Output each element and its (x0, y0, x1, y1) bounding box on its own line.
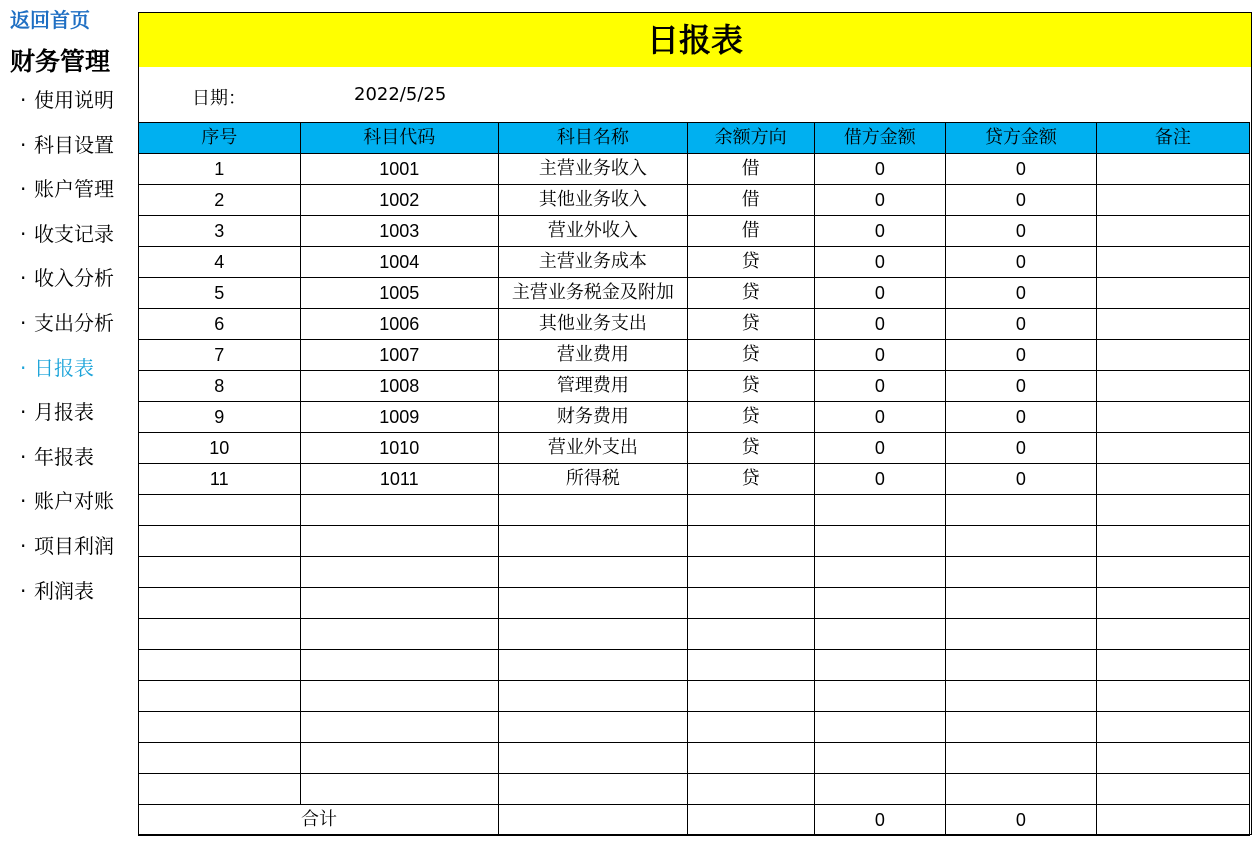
sidebar-item-label: 科目设置 (34, 132, 114, 157)
table-cell[interactable]: 0 (946, 278, 1097, 309)
table-cell[interactable] (946, 619, 1097, 650)
table-cell[interactable]: 0 (814, 216, 946, 247)
table-cell[interactable]: 主营业务税金及附加 (499, 278, 688, 309)
table-cell[interactable]: 贷 (687, 433, 814, 464)
table-row (139, 185, 1250, 216)
table-cell[interactable]: 其他业务收入 (499, 185, 688, 216)
table-cell[interactable] (1096, 712, 1249, 743)
table-cell[interactable]: 贷 (687, 464, 814, 495)
bullet-icon: · (20, 310, 27, 335)
sidebar-item-10[interactable] (20, 532, 114, 577)
table-cell[interactable] (814, 650, 946, 681)
table-cell[interactable]: 0 (946, 185, 1097, 216)
bullet-icon: · (20, 88, 27, 112)
table-cell[interactable]: 0 (814, 433, 946, 464)
sidebar-item-6[interactable] (20, 354, 114, 399)
table-cell[interactable]: 贷 (687, 309, 814, 340)
table-cell[interactable]: 10 (139, 433, 301, 464)
table-cell[interactable]: 0 (946, 309, 1097, 340)
table-cell[interactable]: 贷 (687, 340, 814, 371)
table-cell[interactable]: 1009 (300, 402, 499, 433)
table-cell[interactable] (139, 774, 301, 805)
table-cell[interactable]: 1010 (300, 433, 499, 464)
table-cell[interactable] (946, 681, 1097, 712)
column-header: 序号 (139, 123, 301, 154)
date-row (139, 67, 1251, 123)
table-cell[interactable] (300, 681, 499, 712)
sidebar-item-label: 收支记录 (34, 221, 114, 246)
table-row (139, 340, 1250, 371)
total-row (139, 805, 1250, 836)
table-cell[interactable] (814, 774, 946, 805)
total-debit: 0 (814, 805, 946, 836)
table-cell[interactable] (946, 743, 1097, 774)
table-cell[interactable] (139, 743, 301, 774)
table-cell[interactable] (300, 743, 499, 774)
table-row (139, 619, 1250, 650)
table-cell[interactable] (1096, 154, 1249, 185)
table-cell[interactable]: 2 (139, 185, 301, 216)
table-cell[interactable] (139, 712, 301, 743)
table-cell[interactable]: 1007 (300, 340, 499, 371)
sidebar-item-label: 支出分析 (34, 310, 114, 335)
table-cell[interactable] (1096, 526, 1249, 557)
table-cell[interactable] (1096, 278, 1249, 309)
table-cell[interactable] (300, 495, 499, 526)
sidebar-item-1[interactable] (20, 131, 114, 176)
table-cell[interactable] (946, 774, 1097, 805)
table-cell[interactable] (1096, 340, 1249, 371)
table-cell[interactable] (300, 619, 499, 650)
table-cell[interactable] (300, 712, 499, 743)
table-cell[interactable]: 1002 (300, 185, 499, 216)
table-cell[interactable] (1096, 433, 1249, 464)
bullet-icon: · (20, 221, 27, 246)
column-header: 贷方金额 (946, 123, 1097, 154)
table-cell[interactable] (499, 588, 688, 619)
table-cell[interactable] (814, 681, 946, 712)
table-cell[interactable] (946, 650, 1097, 681)
table-cell[interactable]: 0 (946, 464, 1097, 495)
table-cell[interactable]: 5 (139, 278, 301, 309)
table-cell[interactable] (499, 743, 688, 774)
table-row (139, 371, 1250, 402)
table-cell[interactable] (814, 588, 946, 619)
column-header: 借方金额 (814, 123, 946, 154)
table-cell[interactable] (499, 712, 688, 743)
table-cell[interactable] (1096, 402, 1249, 433)
table-cell[interactable] (1096, 588, 1249, 619)
total-empty-cell[interactable] (1096, 805, 1249, 836)
table-cell[interactable] (687, 557, 814, 588)
table-body (139, 154, 1250, 805)
table-cell[interactable] (499, 526, 688, 557)
table-cell[interactable] (687, 619, 814, 650)
table-cell[interactable] (814, 495, 946, 526)
table-cell[interactable] (139, 526, 301, 557)
bullet-icon: · (20, 400, 27, 425)
table-cell[interactable] (946, 526, 1097, 557)
table-cell[interactable] (687, 681, 814, 712)
table-cell[interactable]: 贷 (687, 247, 814, 278)
table-cell[interactable] (1096, 185, 1249, 216)
table-cell[interactable] (499, 774, 688, 805)
table-cell[interactable]: 0 (814, 309, 946, 340)
sidebar-item-4[interactable] (20, 264, 114, 309)
table-row (139, 278, 1250, 309)
table-cell[interactable] (300, 557, 499, 588)
table-row (139, 464, 1250, 495)
table-cell[interactable]: 借 (687, 216, 814, 247)
table-cell[interactable] (1096, 309, 1249, 340)
table-row (139, 743, 1250, 774)
sidebar-item-label: 项目利润 (34, 533, 114, 558)
table-cell[interactable] (139, 588, 301, 619)
bullet-icon: · (20, 444, 27, 469)
sidebar-item-0[interactable] (20, 86, 114, 131)
table-cell[interactable]: 管理费用 (499, 371, 688, 402)
table-cell[interactable] (300, 650, 499, 681)
table-cell[interactable]: 营业费用 (499, 340, 688, 371)
table-cell[interactable]: 其他业务支出 (499, 309, 688, 340)
table-cell[interactable]: 0 (946, 371, 1097, 402)
table-cell[interactable] (687, 774, 814, 805)
date-value[interactable]: 2022/5/25 (354, 84, 447, 105)
table-cell[interactable]: 9 (139, 402, 301, 433)
sidebar-item-2[interactable] (20, 175, 114, 220)
report-sheet (138, 12, 1252, 835)
table-cell[interactable]: 0 (814, 371, 946, 402)
table-row (139, 588, 1250, 619)
table-cell[interactable]: 0 (814, 278, 946, 309)
sidebar-item-5[interactable] (20, 309, 114, 354)
table-cell[interactable] (1096, 557, 1249, 588)
sidebar-item-9[interactable] (20, 487, 114, 532)
sidebar-item-label: 利润表 (34, 578, 94, 603)
table-cell[interactable] (946, 557, 1097, 588)
sidebar (0, 0, 136, 842)
column-header: 备注 (1096, 123, 1249, 154)
table-cell[interactable]: 贷 (687, 371, 814, 402)
total-empty-cell[interactable] (687, 805, 814, 836)
total-empty-cell[interactable] (499, 805, 688, 836)
table-cell[interactable]: 借 (687, 154, 814, 185)
date-label: 日期： (192, 88, 246, 109)
table-cell[interactable] (814, 557, 946, 588)
table-cell[interactable] (946, 712, 1097, 743)
table-cell[interactable]: 财务费用 (499, 402, 688, 433)
sidebar-item-8[interactable] (20, 443, 114, 488)
table-cell[interactable]: 7 (139, 340, 301, 371)
table-row (139, 154, 1250, 185)
table-cell[interactable]: 0 (814, 464, 946, 495)
table-row (139, 495, 1250, 526)
bullet-icon: · (20, 132, 27, 157)
table-cell[interactable] (499, 495, 688, 526)
table-cell[interactable]: 0 (946, 340, 1097, 371)
table-cell[interactable] (499, 619, 688, 650)
table-cell[interactable] (300, 526, 499, 557)
table-cell[interactable] (687, 495, 814, 526)
table-cell[interactable]: 1006 (300, 309, 499, 340)
table-cell[interactable]: 3 (139, 216, 301, 247)
table-cell[interactable] (1096, 495, 1249, 526)
table-cell[interactable] (499, 681, 688, 712)
table-row (139, 216, 1250, 247)
table-cell[interactable]: 4 (139, 247, 301, 278)
table-header-row (139, 123, 1250, 154)
table-cell[interactable]: 0 (814, 402, 946, 433)
sidebar-nav (20, 86, 114, 621)
table-cell[interactable] (1096, 774, 1249, 805)
table-row (139, 650, 1250, 681)
report-table (138, 122, 1250, 836)
table-cell[interactable]: 0 (946, 154, 1097, 185)
sidebar-item-11[interactable] (20, 577, 114, 622)
table-row (139, 557, 1250, 588)
bullet-icon: · (20, 266, 27, 291)
table-cell[interactable]: 1008 (300, 371, 499, 402)
sidebar-item-label: 账户管理 (34, 177, 114, 202)
table-cell[interactable] (1096, 216, 1249, 247)
table-cell[interactable]: 借 (687, 185, 814, 216)
table-row (139, 247, 1250, 278)
total-credit: 0 (946, 805, 1097, 836)
table-cell[interactable] (1096, 464, 1249, 495)
sidebar-item-3[interactable] (20, 220, 114, 265)
table-cell[interactable] (814, 619, 946, 650)
bullet-icon: · (20, 355, 27, 380)
table-cell[interactable] (687, 743, 814, 774)
table-cell[interactable] (1096, 650, 1249, 681)
table-cell[interactable]: 所得税 (499, 464, 688, 495)
sidebar-item-label: 收入分析 (34, 266, 114, 291)
table-cell[interactable]: 营业外支出 (499, 433, 688, 464)
bullet-icon: · (20, 177, 27, 202)
table-row (139, 309, 1250, 340)
table-cell[interactable] (946, 588, 1097, 619)
table-cell[interactable] (1096, 247, 1249, 278)
sidebar-item-label: 年报表 (34, 444, 94, 469)
table-cell[interactable] (814, 526, 946, 557)
table-cell[interactable]: 1 (139, 154, 301, 185)
table-row (139, 433, 1250, 464)
sidebar-item-label: 月报表 (34, 400, 94, 425)
report-title: 日报表 (139, 13, 1251, 67)
table-row (139, 526, 1250, 557)
table-cell[interactable] (1096, 681, 1249, 712)
table-cell[interactable]: 0 (946, 216, 1097, 247)
sidebar-item-label: 使用说明 (34, 88, 114, 112)
table-cell[interactable] (687, 712, 814, 743)
bullet-icon: · (20, 578, 27, 603)
table-cell[interactable]: 11 (139, 464, 301, 495)
table-cell[interactable]: 6 (139, 309, 301, 340)
table-cell[interactable] (814, 743, 946, 774)
table-cell[interactable] (1096, 743, 1249, 774)
table-cell[interactable] (687, 588, 814, 619)
table-cell[interactable]: 0 (814, 185, 946, 216)
table-cell[interactable]: 1003 (300, 216, 499, 247)
total-label: 合计 (139, 805, 499, 836)
table-cell[interactable]: 营业外收入 (499, 216, 688, 247)
bullet-icon: · (20, 533, 27, 558)
table-cell[interactable]: 8 (139, 371, 301, 402)
table-cell[interactable]: 1011 (300, 464, 499, 495)
table-cell[interactable]: 贷 (687, 402, 814, 433)
table-cell[interactable]: 1004 (300, 247, 499, 278)
table-cell[interactable] (139, 557, 301, 588)
table-cell[interactable]: 1005 (300, 278, 499, 309)
bullet-icon: · (20, 489, 27, 514)
table-cell[interactable] (687, 650, 814, 681)
column-header: 科目代码 (300, 123, 499, 154)
table-cell[interactable]: 0 (814, 340, 946, 371)
table-cell[interactable] (1096, 371, 1249, 402)
table-cell[interactable] (814, 712, 946, 743)
sidebar-item-7[interactable] (20, 398, 114, 443)
table-cell[interactable]: 1001 (300, 154, 499, 185)
column-header: 科目名称 (499, 123, 688, 154)
table-row (139, 402, 1250, 433)
table-cell[interactable] (1096, 619, 1249, 650)
table-cell[interactable] (139, 681, 301, 712)
table-cell[interactable]: 0 (946, 402, 1097, 433)
table-row (139, 681, 1250, 712)
table-row (139, 712, 1250, 743)
app-title: 财务管理 (10, 47, 111, 76)
table-row (139, 774, 1250, 805)
sidebar-item-label: 账户对账 (34, 489, 114, 514)
table-cell[interactable] (139, 619, 301, 650)
table-cell[interactable]: 主营业务收入 (499, 154, 688, 185)
table-cell[interactable] (300, 588, 499, 619)
table-cell[interactable]: 0 (946, 433, 1097, 464)
back-home-link[interactable]: 返回首页 (10, 8, 90, 32)
table-cell[interactable] (687, 526, 814, 557)
column-header: 余额方向 (687, 123, 814, 154)
table-cell[interactable]: 0 (814, 154, 946, 185)
table-cell[interactable] (499, 557, 688, 588)
table-cell[interactable] (139, 495, 301, 526)
table-cell[interactable]: 0 (946, 247, 1097, 278)
table-cell[interactable] (499, 650, 688, 681)
table-cell[interactable]: 0 (814, 247, 946, 278)
table-cell[interactable] (300, 774, 499, 805)
table-cell[interactable] (946, 495, 1097, 526)
table-cell[interactable] (139, 650, 301, 681)
sidebar-item-label: 日报表 (34, 355, 94, 380)
table-cell[interactable]: 贷 (687, 278, 814, 309)
table-cell[interactable]: 主营业务成本 (499, 247, 688, 278)
